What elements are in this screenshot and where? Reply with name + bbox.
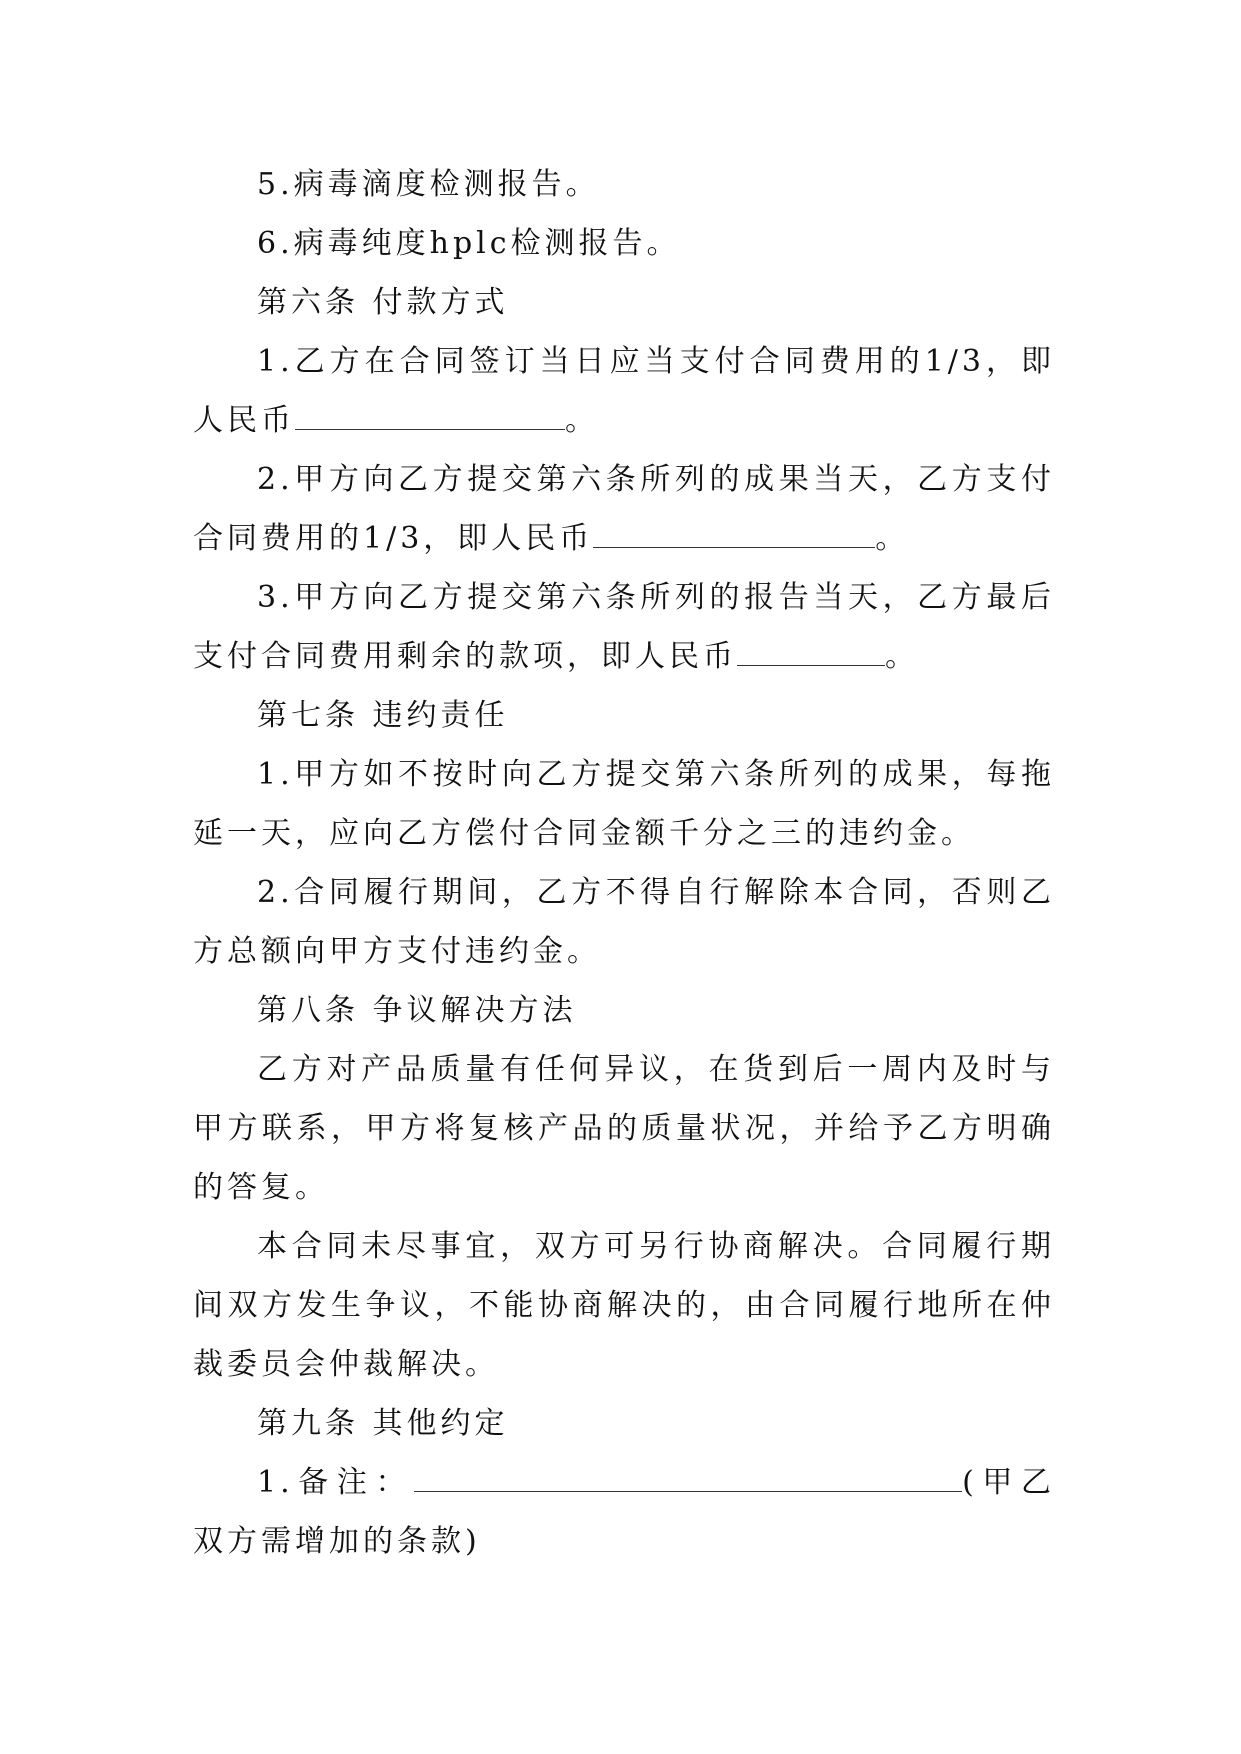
payment-clause-2 (193, 450, 1055, 568)
remarks-note: (甲乙双方需增加的条款) (193, 1465, 1055, 1559)
document-page (193, 155, 1055, 1571)
amount-blank-3 (737, 643, 885, 666)
payment-clause-1-end: 。 (565, 403, 599, 438)
payment-clause-2-end: 。 (875, 521, 910, 556)
payment-clause-3 (193, 568, 1055, 686)
article-9-heading: 第九条 其他约定 (257, 1406, 509, 1441)
payment-clause-3-end: 。 (885, 639, 919, 674)
remarks-blank (414, 1469, 962, 1492)
amount-blank-2 (593, 525, 875, 548)
remarks-clause (193, 1453, 1055, 1571)
remarks-label: 1.备注： (257, 1465, 415, 1500)
dispute-clause-2: 本合同未尽事宜，双方可另行协商解决。合同履行期间双方发生争议，不能协商解决的，由合同履行地所在仲裁委员会仲裁解决。 (193, 1229, 1055, 1382)
item-6: 6.病毒纯度hplc检测报告。 (257, 226, 681, 261)
article-7-heading: 第七条 违约责任 (257, 698, 509, 733)
item-5: 5.病毒滴度检测报告。 (257, 167, 600, 202)
amount-blank-1 (295, 407, 565, 430)
dispute-clause-1: 乙方对产品质量有任何异议，在货到后一周内及时与甲方联系，甲方将复核产品的质量状况，并给予乙方明确的答复。 (193, 1052, 1055, 1205)
payment-clause-2-text: 2.甲方向乙方提交第六条所列的成果当天，乙方支付合同费用的1/3，即人民币 (193, 462, 1055, 556)
payment-clause-1 (193, 332, 1055, 450)
article-8-heading: 第八条 争议解决方法 (257, 993, 577, 1028)
liability-clause-2: 2.合同履行期间，乙方不得自行解除本合同，否则乙方总额向甲方支付违约金。 (193, 875, 1055, 969)
article-6-heading: 第六条 付款方式 (257, 285, 509, 320)
payment-clause-1-text: 1.乙方在合同签订当日应当支付合同费用的1/3，即人民币 (193, 344, 1055, 438)
liability-clause-1: 1.甲方如不按时向乙方提交第六条所列的成果，每拖延一天，应向乙方偿付合同金额千分之三的违约金。 (193, 757, 1055, 851)
payment-clause-3-text: 3.甲方向乙方提交第六条所列的报告当天，乙方最后支付合同费用剩余的款项，即人民币 (193, 580, 1055, 674)
